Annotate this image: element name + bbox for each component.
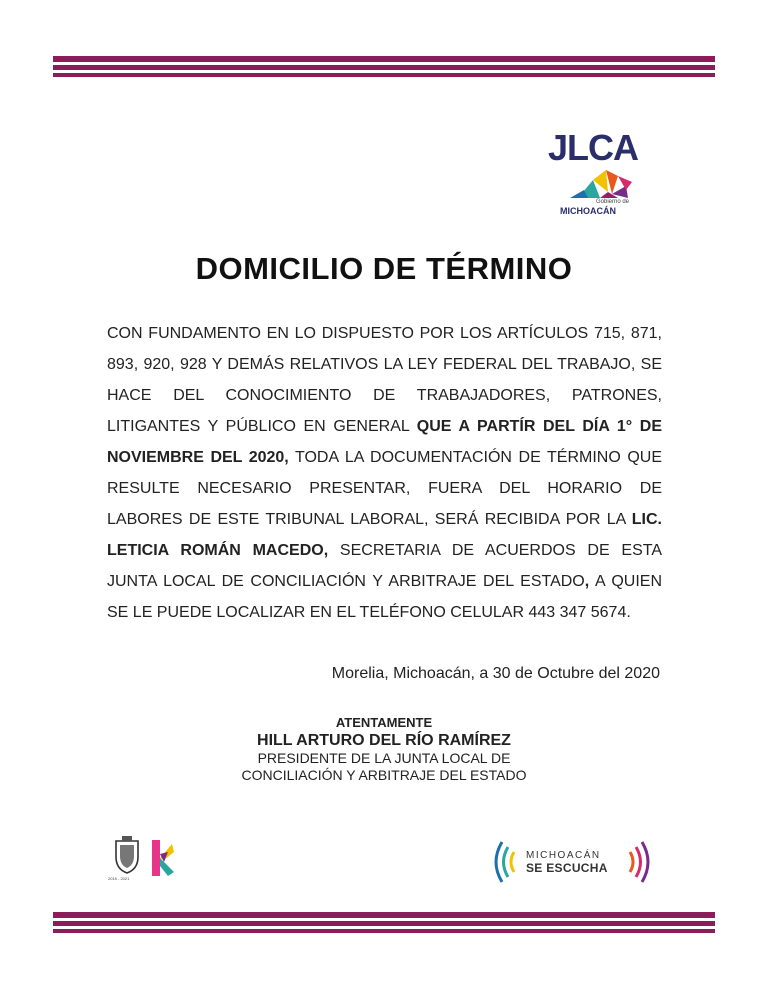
body-bold-date: QUE A PARTÍR DEL DÍA 1° DE NOVIEMBRE DEL 2020, [107,418,662,466]
logo-michoacan-text: MICHOACÁN [560,206,616,216]
seal-years-text: 2015 - 2021 [108,876,130,881]
notice-body [107,318,662,628]
signature-block [0,715,768,784]
signer-name: HILL ARTURO DEL RÍO RAMÍREZ [257,732,511,749]
k-brand-icon [150,838,176,878]
escucha-line2: SE ESCUCHA [526,861,608,875]
closing-text: ATENTAMENTE [335,715,433,730]
jlca-logo-text: JLCA [548,127,639,168]
sound-waves-right-icon [620,838,654,886]
bottom-accent-band [53,912,715,933]
michoacan-se-escucha-logo [490,838,655,886]
body-text-1: CON FUNDAMENTO EN LO DISPUESTO POR LOS ARTÍCULOS 715, 871, 893, 920, 928 Y DEMÁS RELATIVOS LA LEY FEDERAL DEL TRABAJO, SE HACE DEL CONOCIMIENTO DE TRABAJADORES, PATRONES, LITIGANTES Y PÚBLICO EN GENERAL [107,325,662,435]
coat-of-arms-icon [112,835,142,875]
body-text-3: SECRETARIA DE ACUERDOS DE ESTA JUNTA LOCAL DE CONCILIACIÓN Y ARBITRAJE DEL ESTADO [107,542,663,590]
signer-role-line1: PRESIDENTE DE LA JUNTA LOCAL DE [257,750,511,766]
body-text-2: TODA LA DOCUMENTACIÓN DE TÉRMINO QUE RESULTE NECESARIO PRESENTAR, FUERA DEL HORARIO DE LABORES DE ESTE TRIBUNAL LABORAL, SERÁ RECIBIDA POR LA [107,449,662,528]
signer-role-line2: CONCILIACIÓN Y ARBITRAJE DEL ESTADO [241,767,527,783]
body-text-4: A QUIEN SE LE PUEDE LOCALIZAR EN EL TELÉFONO CELULAR 443 347 5674. [107,573,663,621]
place-and-date: Morelia, Michoacán, a 30 de Octubre del 2020 [331,665,660,682]
jlca-logo [548,127,658,220]
state-seal-logo [108,835,142,883]
k-logo [150,838,176,878]
top-accent-band [53,56,715,77]
document-title: DOMICILIO DE TÉRMINO [195,251,573,286]
escucha-line1: MICHOACÁN [526,850,601,861]
logo-gobierno-text: Gobierno de [596,199,630,205]
sound-waves-left-icon [490,838,524,886]
body-bold-comma: , [584,573,590,590]
body-bold-name: LIC. LETICIA ROMÁN MACEDO, [107,511,662,559]
